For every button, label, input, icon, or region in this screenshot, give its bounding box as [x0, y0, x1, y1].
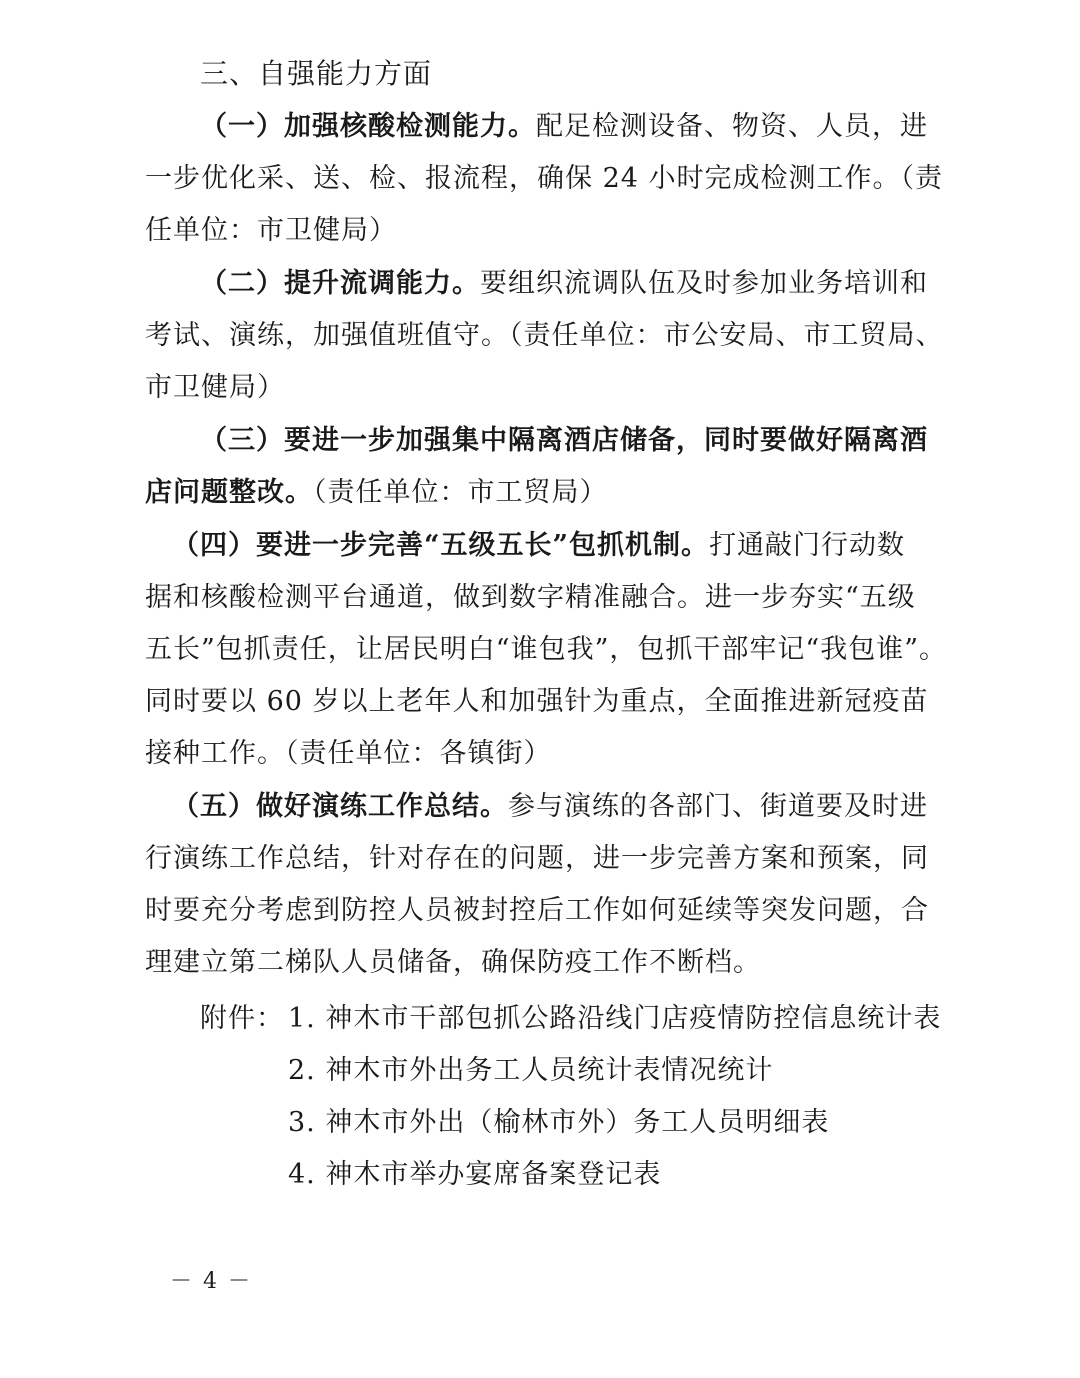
item-3-label-end: 店问题整改。 [145, 477, 313, 508]
item-4-text: 打通敲门行动数 [709, 530, 906, 561]
item-5-line-4: 理建立第二梯队人员储备，确保防疫工作不断档。 [145, 947, 761, 978]
item-4-line-1 [172, 520, 945, 572]
item-4-line-3: 五长”包抓责任，让居民明白“谁包我”，包抓干部牢记“我包谁”。 [145, 634, 948, 665]
item-5-label: （五）做好演练工作总结。 [172, 791, 508, 822]
attachment-item-4: 4. 神木市举办宴席备案登记表 [288, 1159, 662, 1190]
item-5-line-2: 行演练工作总结，针对存在的问题，进一步完善方案和预案，同 [145, 843, 929, 874]
item-2-line-2: 考试、演练，加强值班值守。（责任单位：市公安局、市工贸局、 [145, 320, 944, 351]
attachments-label: 附件： [200, 1003, 284, 1034]
item-3-line-2 [145, 467, 945, 519]
item-4-label: （四）要进一步完善“五级五长”包抓机制。 [172, 530, 710, 561]
item-3-responsible: （责任单位：市工贸局） [313, 477, 608, 508]
item-5-text: 参与演练的各部门、街道要及时进 [508, 791, 928, 822]
attachment-item-1: 1. 神木市干部包抓公路沿线门店疫情防控信息统计表 [288, 1003, 942, 1034]
item-2-text: 要组织流调队伍及时参加业务培训和 [480, 268, 928, 299]
item-4-line-5: 接种工作。（责任单位：各镇街） [145, 738, 552, 769]
page-number: － 4 － [170, 1269, 252, 1294]
item-3-line-1: （三）要进一步加强集中隔离酒店储备，同时要做好隔离酒 [200, 425, 928, 456]
item-5-line-1 [172, 781, 945, 833]
item-4-line-4: 同时要以 60 岁以上老年人和加强针为重点，全面推进新冠疫苗 [145, 686, 929, 717]
item-2-line-3: 市卫健局） [145, 372, 285, 403]
section-title: 三、自强能力方面 [200, 57, 433, 90]
attachment-item-3: 3. 神木市外出（榆林市外）务工人员明细表 [288, 1107, 830, 1138]
item-1-line-2: 一步优化采、送、检、报流程，确保 24 小时完成检测工作。（责 [145, 163, 944, 194]
item-1-label: （一）加强核酸检测能力。 [200, 111, 536, 142]
item-4-line-2: 据和核酸检测平台通道，做到数字精准融合。进一步夯实“五级 [145, 582, 916, 613]
item-1-text: 配足检测设备、物资、人员，进 [536, 111, 928, 142]
item-2-line-1 [200, 258, 945, 310]
item-1-line-1 [200, 101, 945, 153]
attachment-item-2: 2. 神木市外出务工人员统计表情况统计 [288, 1055, 774, 1086]
item-1-line-3: 任单位：市卫健局） [145, 215, 397, 246]
item-5-line-3: 时要充分考虑到防控人员被封控后工作如何延续等突发问题，合 [145, 895, 929, 926]
item-2-label: （二）提升流调能力。 [200, 268, 480, 299]
